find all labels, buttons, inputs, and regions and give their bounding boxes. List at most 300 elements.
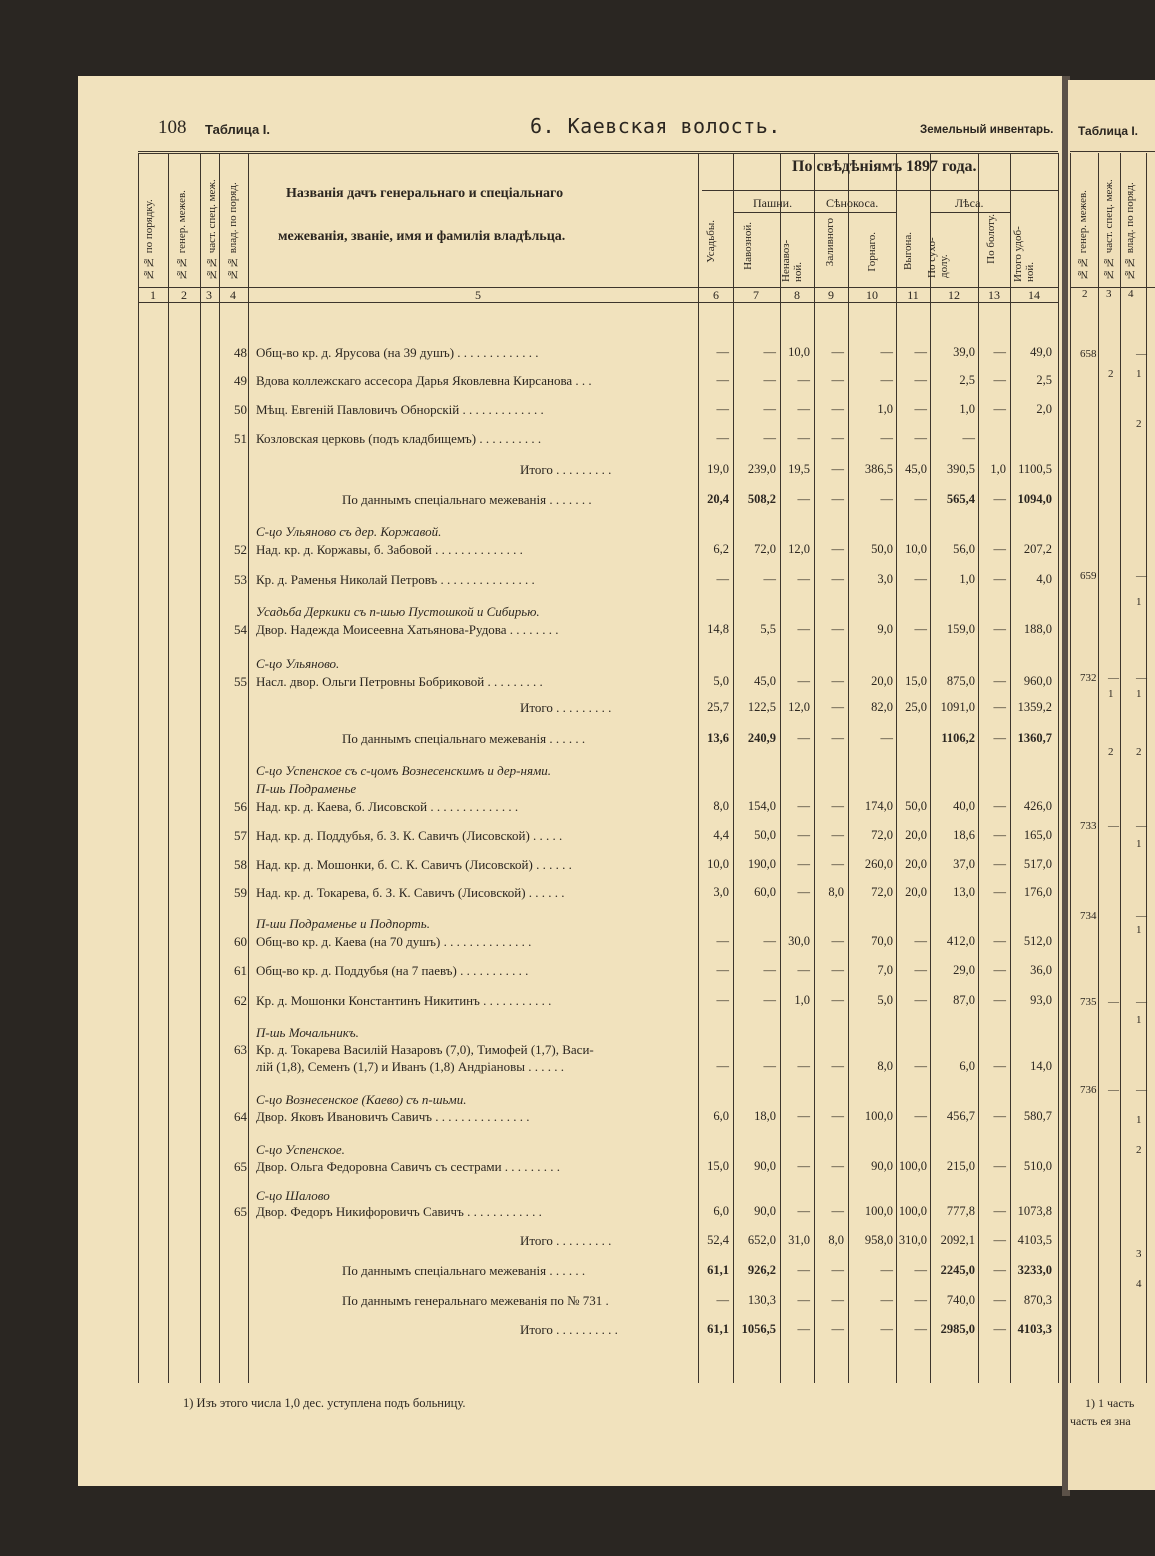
row-value: 25,0 [905,700,927,714]
row-value: 100,0 [898,1204,927,1218]
row-value: — [797,622,810,636]
row-value: — [763,572,776,586]
row-value: — [831,731,844,745]
row-value: 49,0 [1030,345,1052,359]
row-value: 19,5 [788,462,810,476]
row-value: 18,0 [754,1109,776,1123]
right-entry: 2 [1136,1144,1142,1156]
right-entry: 4 [1136,1278,1142,1290]
row-value: — [831,1204,844,1218]
table-row [0,857,1155,877]
table-row [0,1109,1155,1129]
row-value: 190,0 [747,857,776,871]
row-value: — [831,993,844,1007]
row-value: — [993,1293,1006,1307]
row-value: — [831,622,844,636]
row-value: 3,0 [877,572,893,586]
row-value: 61,1 [707,1263,729,1277]
row-number: 63 [234,1042,247,1057]
row-value: 3233,0 [1017,1263,1052,1277]
row-label: Общ-во кр. д. Ярусова (на 39 душъ) . . . . . . . . . . . . . [256,345,539,360]
row-value: — [993,345,1006,359]
right-entry: 1 [1108,688,1114,700]
row-value: 20,0 [905,828,927,842]
group-subrule [702,190,1058,191]
row-number: 50 [234,402,247,417]
row-value: 20,4 [707,492,729,506]
table-row [0,916,1155,936]
row-value: — [797,885,810,899]
header-pashni: Пашни. [753,196,793,210]
row-value: 90,0 [871,1159,893,1173]
row-value: 517,0 [1023,857,1052,871]
row-value: 510,0 [1023,1159,1052,1173]
table-row [0,993,1155,1013]
row-value: — [831,345,844,359]
row-value: — [914,431,927,445]
row-value: — [993,572,1006,586]
row-label: Над. кр. д. Коржавы, б. Забовой . . . . . . . . . . . . . . [256,542,523,557]
section-heading: Усадьба Деркики съ п-шью Пустошкой и Сибирью. [256,604,540,619]
header-gornago: Горнаго. [866,232,878,272]
row-value: 37,0 [953,857,975,871]
row-value: — [763,431,776,445]
right-entry: 1 [1136,1114,1142,1126]
column-number: 13 [988,288,1000,302]
row-value: 2,5 [959,373,975,387]
col-header-4: №№ влад. по поряд. [227,182,239,280]
lesa-rule [930,212,1010,213]
row-value: 10,0 [788,345,810,359]
row-value: 1,0 [794,993,810,1007]
table-row [0,799,1155,819]
row-value: 926,2 [747,1263,776,1277]
right-entry: — [1136,672,1147,684]
row-value: — [831,373,844,387]
row-value: — [831,963,844,977]
row-value: 1,0 [959,572,975,586]
row-value: — [993,885,1006,899]
row-value: 2,5 [1036,373,1052,387]
row-value: — [962,431,975,445]
right-footnote-1: 1) 1 часть [1085,1396,1135,1410]
row-value: — [831,492,844,506]
row-value: 1073,8 [1017,1204,1052,1218]
row-value: 2985,0 [940,1322,975,1336]
row-value: — [797,1159,810,1173]
row-value: 39,0 [953,345,975,359]
row-value: 8,0 [713,799,729,813]
row-value: — [993,700,1006,714]
row-value: 90,0 [754,1204,776,1218]
row-value: 50,0 [754,828,776,842]
row-value: — [831,1159,844,1173]
row-label: Вдова коллежскаго ассесора Дарья Яковлевна Кирсанова . . . [256,373,592,388]
row-value: — [993,1159,1006,1173]
row-value: — [993,993,1006,1007]
table-row [0,524,1155,544]
row-value: 310,0 [898,1233,927,1247]
row-value: 1,0 [877,402,893,416]
row-value: — [993,1109,1006,1123]
row-label: По даннымъ спеціальнаго межеванія . . . . . . . [342,492,592,507]
table-row [0,431,1155,451]
row-value: — [914,1322,927,1336]
row-label: Двор. Федоръ Никифоровичъ Савичъ . . . . . . . . . . . . [256,1204,542,1219]
table-row [0,1233,1155,1253]
row-value: — [914,934,927,948]
row-value: — [880,1322,893,1336]
row-value: 165,0 [1023,828,1052,842]
right-entry: 1 [1136,1014,1142,1026]
right-entry: 2 [1136,418,1142,430]
row-value: — [993,402,1006,416]
row-value: 215,0 [946,1159,975,1173]
row-value: 72,0 [754,542,776,556]
pashni-rule [733,212,819,213]
table-row [0,934,1155,954]
row-value: — [831,700,844,714]
column-number: 12 [948,288,960,302]
row-value: — [831,1059,844,1073]
row-value: — [797,492,810,506]
right-column-number: 2 [1082,288,1088,300]
page-number: 108 [158,117,187,138]
row-value: — [831,1263,844,1277]
row-value: — [831,1109,844,1123]
header-nenavoznoi: Ненавоз-ной. [780,239,804,282]
row-number: 49 [234,373,247,388]
row-label: Козловская церковь (подъ кладбищемъ) . . . . . . . . . . [256,431,542,446]
row-value: — [914,572,927,586]
column-number: 6 [713,288,719,302]
row-value: 5,0 [877,993,893,1007]
row-value: — [797,674,810,688]
row-label: По даннымъ спеціальнаго межеванія . . . . . . [342,1263,586,1278]
row-value: 10,0 [707,857,729,871]
row-value: 29,0 [953,963,975,977]
row-value: 159,0 [946,622,975,636]
header-vygona: Выгона. [902,232,914,270]
row-value: 52,4 [707,1233,729,1247]
row-value: — [914,993,927,1007]
row-number: 60 [234,934,247,949]
row-value: — [914,492,927,506]
row-value: 93,0 [1030,993,1052,1007]
row-value: — [880,373,893,387]
row-value: — [993,542,1006,556]
row-value: 82,0 [871,700,893,714]
row-value: — [797,431,810,445]
row-number: 61 [234,963,247,978]
right-entry: 1 [1136,368,1142,380]
table-row [0,700,1155,720]
row-value: — [993,373,1006,387]
row-value: 70,0 [871,934,893,948]
section-heading: С-цо Успенское съ с-цомъ Вознесенскимъ и дер-нями. [256,763,552,778]
row-value: — [763,345,776,359]
right-entry: 2 [1108,746,1114,758]
row-value: 508,2 [747,492,776,506]
row-value: — [716,1293,729,1307]
header-usadby: Усадьбы. [705,220,717,263]
row-value: 176,0 [1023,885,1052,899]
row-value: 56,0 [953,542,975,556]
row-value: 240,9 [747,731,776,745]
row-value: 4103,5 [1017,1233,1052,1247]
row-value: 100,0 [864,1109,893,1123]
header-zalivnogo: Заливного [824,218,836,267]
row-value: — [914,402,927,416]
row-value: — [914,1059,927,1073]
table-row [0,402,1155,422]
right-entry: 659 [1080,570,1097,582]
row-value: 20,0 [905,857,927,871]
row-number: 56 [234,799,247,814]
row-value: 4,4 [713,828,729,842]
table-top-rule [138,151,1058,152]
right-table-top-rule [1070,151,1155,152]
row-value: — [797,1293,810,1307]
right-entry: 733 [1080,820,1097,832]
row-value: — [993,1322,1006,1336]
row-value: — [797,799,810,813]
table-row [0,1159,1155,1179]
right-entry: 1 [1136,688,1142,700]
row-value: — [880,345,893,359]
row-value: — [831,828,844,842]
section-heading: П-ши Подраменье и Подпорть. [256,916,430,931]
right-entry: 734 [1080,910,1097,922]
header-itogo-udob: Итого удоб-ной. [1012,226,1036,282]
row-value: 875,0 [946,674,975,688]
row-value: — [797,963,810,977]
page-title: 6. Каевская волость. [530,114,781,138]
row-value: 390,5 [946,462,975,476]
right-entry: 1 [1136,596,1142,608]
row-value: — [716,431,729,445]
row-value: — [914,1109,927,1123]
row-value: 18,6 [953,828,975,842]
row-value: — [797,731,810,745]
table-row [0,1204,1155,1224]
column-number: 11 [907,288,919,302]
row-value: — [716,993,729,1007]
row-label: Итого . . . . . . . . . [520,462,612,477]
row-value: 260,0 [864,857,893,871]
row-value: 19,0 [707,462,729,476]
row-number: 65 [234,1159,247,1174]
row-value: — [993,492,1006,506]
row-number: 53 [234,572,247,587]
section-heading: П-шь Подраменье [256,781,357,796]
row-value: 90,0 [754,1159,776,1173]
row-label: Итого . . . . . . . . . . [520,1322,618,1337]
right-entry: — [1108,1084,1119,1096]
row-value: — [993,1233,1006,1247]
header-senokosa: Сѣнокоса. [826,196,879,210]
row-value: 61,1 [707,1322,729,1336]
table-row [0,462,1155,482]
row-value: 6,0 [713,1109,729,1123]
row-value: — [797,1322,810,1336]
row-value: 426,0 [1023,799,1052,813]
row-number: 62 [234,993,247,1008]
section-heading: П-шь Мочальникъ. [256,1025,359,1040]
row-value: 870,3 [1023,1293,1052,1307]
group-header-1897: По свѣдѣніямъ 1897 года. [792,158,977,175]
row-value: 8,0 [828,885,844,899]
row-value: 960,0 [1023,674,1052,688]
table-row [0,604,1155,624]
row-label: Двор. Ольга Федоровна Савичъ съ сестрами . . . . . . . . . [256,1159,561,1174]
row-value: — [831,572,844,586]
senokosa-rule [819,212,897,213]
row-value: — [716,934,729,948]
row-value: 10,0 [905,542,927,556]
row-value: 1091,0 [940,700,975,714]
row-value: 9,0 [877,622,893,636]
row-value: — [880,492,893,506]
row-value: 6,0 [959,1059,975,1073]
table-row [0,622,1155,642]
right-entry: — [1136,570,1147,582]
row-value: 45,0 [754,674,776,688]
row-value: — [993,1204,1006,1218]
row-value: 3,0 [713,885,729,899]
row-value: — [716,402,729,416]
row-value: — [797,1204,810,1218]
row-value: — [914,963,927,977]
right-entry: 3 [1136,1248,1142,1260]
row-value: 122,5 [747,700,776,714]
column-number: 8 [794,288,800,302]
right-entry: — [1136,820,1147,832]
row-value: 8,0 [877,1059,893,1073]
row-value: — [993,731,1006,745]
header-po-sukhodolu: По сухо-долу. [926,237,950,278]
row-value: — [716,963,729,977]
row-value: — [797,1109,810,1123]
row-label: Над. кр. д. Каева, б. Лисовской . . . . . . . . . . . . . . [256,799,519,814]
row-value: 412,0 [946,934,975,948]
row-value: 2245,0 [940,1263,975,1277]
row-number: 64 [234,1109,247,1124]
section-heading: С-цо Ульяново съ дер. Коржавой. [256,524,442,539]
row-value: — [993,622,1006,636]
row-value: 154,0 [747,799,776,813]
row-value: — [914,1293,927,1307]
row-value: — [831,1322,844,1336]
right-entry: 736 [1080,1084,1097,1096]
row-value: 20,0 [905,885,927,899]
right-col-header-3: №№ част. спец. меж. [1103,179,1115,280]
row-value: 2092,1 [940,1233,975,1247]
row-label: Над. кр. д. Поддубья, б. З. К. Савичъ (Лисовской) . . . . . [256,828,563,843]
row-value: 1106,2 [941,731,975,745]
right-entry: — [1136,910,1147,922]
next-table-label: Таблица I. [1078,124,1139,138]
row-value: 6,0 [713,1204,729,1218]
right-entry: 658 [1080,348,1097,360]
row-value: 14,0 [1030,1059,1052,1073]
right-entry: 2 [1108,368,1114,380]
row-value: — [993,828,1006,842]
row-value: — [831,462,844,476]
row-label: Итого . . . . . . . . . [520,700,612,715]
row-label: Общ-во кр. д. Каева (на 70 душъ) . . . . . . . . . . . . . . [256,934,532,949]
row-label: Насл. двор. Ольги Петровны Бобриковой . . . . . . . . . [256,674,543,689]
row-value: — [763,373,776,387]
row-number: 55 [234,674,247,689]
col-header-2: №№ генер. межев. [176,190,188,280]
section-heading: С-цо Шалово [256,1188,330,1203]
row-value: 100,0 [864,1204,893,1218]
right-footnote-2: часть ея зна [1070,1414,1131,1428]
row-value: 4,0 [1036,572,1052,586]
row-value: 512,0 [1023,934,1052,948]
row-value: — [831,934,844,948]
row-value: 652,0 [747,1233,776,1247]
row-value: — [993,934,1006,948]
column-number: 10 [866,288,878,302]
header-lesa: Лѣса. [955,196,984,210]
row-number: 65 [234,1204,247,1219]
row-value: — [880,1263,893,1277]
row-value: 87,0 [953,993,975,1007]
row-value: 6,2 [713,542,729,556]
row-value: 100,0 [898,1159,927,1173]
row-value: — [797,857,810,871]
row-value: 130,3 [747,1293,776,1307]
row-value: — [797,373,810,387]
name-header-line2: межеванія, званіе, имя и фамилія владѣльца. [278,229,566,244]
row-value: 1094,0 [1017,492,1052,506]
column-number: 4 [230,288,236,302]
row-value: — [914,622,927,636]
row-value: 15,0 [707,1159,729,1173]
row-value: — [831,1293,844,1307]
row-value: 13,6 [707,731,729,745]
row-value: — [763,934,776,948]
row-label: Кр. д. Мошонки Константинъ Никитинъ . . . . . . . . . . . [256,993,552,1008]
row-value: 207,2 [1023,542,1052,556]
row-value: — [831,674,844,688]
row-label: Двор. Надежда Моисеевна Хатьянова-Рудова . . . . . . . . [256,622,559,637]
row-value: 1,0 [959,402,975,416]
row-label: Мѣщ. Евгеній Павловичъ Обнорскій . . . . . . . . . . . . . [256,402,544,417]
row-value: 456,7 [946,1109,975,1123]
row-value: 72,0 [871,885,893,899]
row-value: 72,0 [871,828,893,842]
table-row [0,572,1155,592]
right-col-header-2: №№ генер. межев. [1077,190,1089,280]
right-entry: 735 [1080,996,1097,1008]
section-heading: С-цо Ульяново. [256,656,340,671]
row-value: — [716,572,729,586]
row-value: — [831,542,844,556]
row-value: 50,0 [905,799,927,813]
row-value: 740,0 [946,1293,975,1307]
row-label: Итого . . . . . . . . . [520,1233,612,1248]
row-value: 15,0 [905,674,927,688]
table-row [0,885,1155,905]
row-value: 2,0 [1036,402,1052,416]
row-value: 188,0 [1023,622,1052,636]
right-entry: — [1136,1084,1147,1096]
right-entry: — [1136,996,1147,1008]
row-value: — [914,1263,927,1277]
